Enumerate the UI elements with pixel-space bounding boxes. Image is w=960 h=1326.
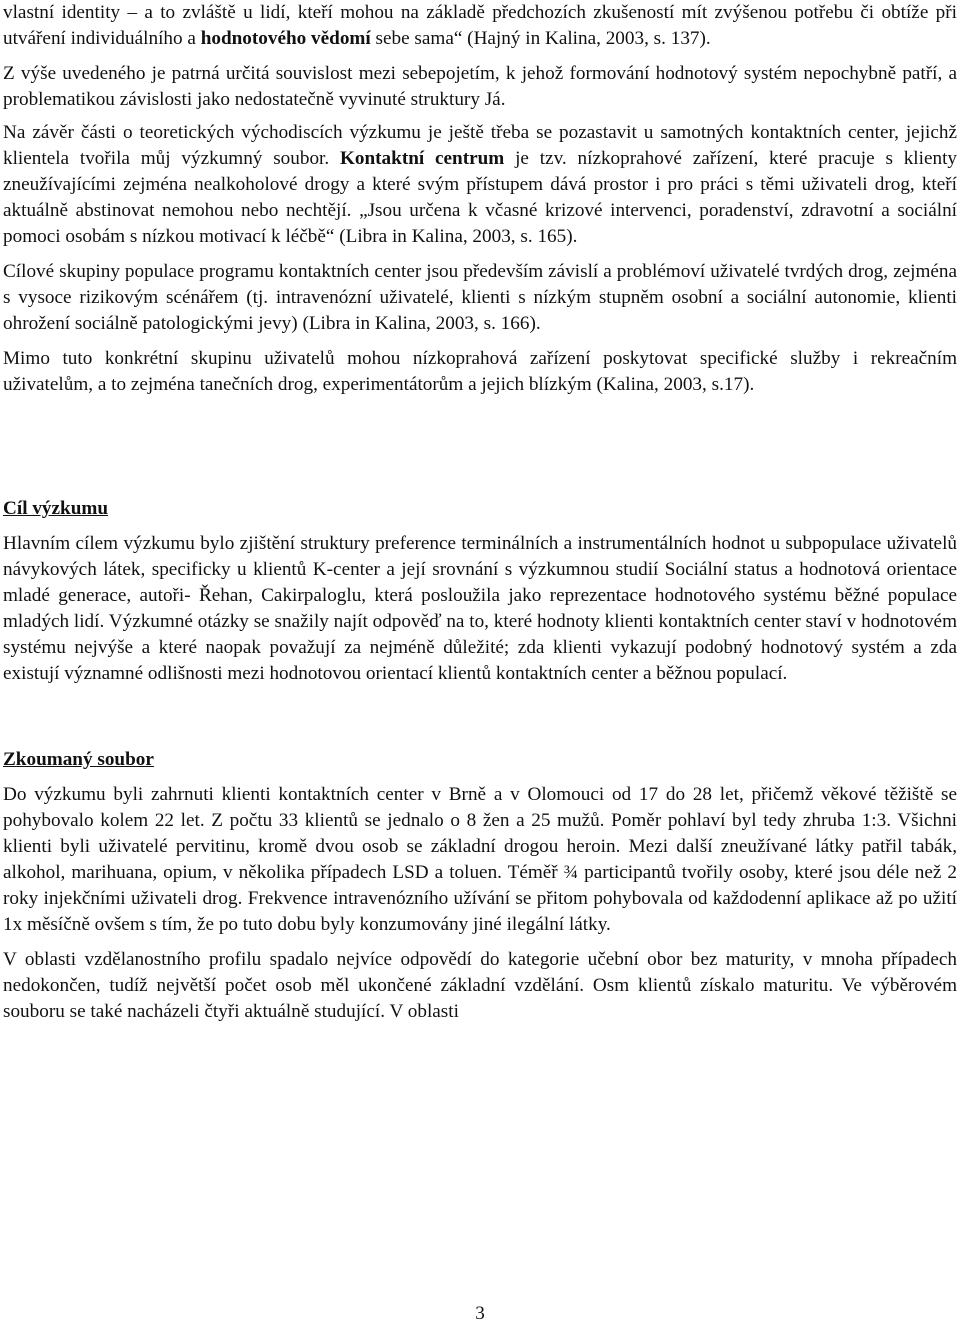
heading-research-sample: Zkoumaný soubor [3, 749, 154, 770]
document-page [3, 0, 957, 1025]
paragraph-identity-text-c: sebe sama“ (Hajný in Kalina, 2003, s. 137). [370, 28, 711, 49]
paragraph-research-goal: Hlavním cílem výzkumu bylo zjištění struktury preference terminálních a instrumentálních hodnot u subpopulace uživatelů návykových látek, specificky u klientů K-center a její srovnání s výzkumnou studií Sociální status a hodnotová orientace mladé generace, autoři- Řehan, Cakirpaloglu, která posloužila jako reprezentace hodnotového systému běžné populace mladých lidí. Výzkumné otázky se snažily najít odpověď na to, které hodnoty klienti kontaktních center staví v hodnotovém systému nejvýše a které naopak považují za nejméně důležité; zda klienti vykazují podobný hodnotový systém a zda existují významné odlišnosti mezi hodnotovou orientací klientů kontaktních center a běžnou populací. [3, 533, 957, 684]
paragraph-target-groups: Cílové skupiny populace programu kontaktních center jsou především závislí a problémoví uživatelé tvrdých drog, zejména s vysoce rizikovým scénářem (tj. intravenózní uživatelé, klienti s nízkým stupněm osobní a sociální autonomie, klienti ohrožení sociálně patologickými jevy) (Libra in Kalina, 2003, s. 166). [3, 261, 957, 334]
paragraph-contact-centers-text-a: Na závěr části o teoretických východiscích výzkumu je ještě třeba se pozastavit u samotných kontaktních center, jejichž klientela tvořila můj výzkumný soubor. [3, 122, 957, 169]
paragraph-self-concept: Z výše uvedeného je patrná určitá souvislost mezi sebepojetím, k jehož formování hodnotový systém nepochybně patří, a problematikou závislosti jako nedostatečně vyvinuté struktury Já. [3, 63, 957, 110]
paragraph-contact-centers-bold: Kontaktní centrum [339, 148, 505, 169]
paragraph-identity [3, 0, 957, 52]
paragraph-identity-bold: hodnotového vědomí [200, 28, 371, 49]
paragraph-identity-text-a: vlastní identity – a to zvláště u lidí, kteří mohou na základě předchozích zkušeností mít zvýšenou potřebu či obtíže při utváření individuálního a [3, 2, 957, 49]
paragraph-education-profile: V oblasti vzdělanostního profilu spadalo nejvíce odpovědí do kategorie učební obor bez maturity, v mnoha případech nedokončen, tudíž největší počet osob měl ukončené základní vzdělání. Osm klientů získalo maturitu. Ve výběrovém souboru se také nacházeli čtyři aktuálně studující. V oblasti [3, 949, 957, 1022]
paragraph-research-sample: Do výzkumu byli zahrnuti klienti kontaktních center v Brně a v Olomouci od 17 do 28 let, přičemž věkové těžiště se pohybovalo kolem 22 let. Z počtu 33 klientů se jednalo o 8 žen a 25 mužů. Poměr pohlaví byl tedy zhruba 1:3. Všichni klienti byli uživatelé pervitinu, kromě dvou osob se základní drogou heroin. Mezi další zneužívané látky patřil tabák, alkohol, marihuana, opium, v několika případech LSD a toluen. Téměř ¾ participantů tvořily osoby, které jsou déle než 2 roky injekčními uživateli drog. Frekvence intravenózního užívání se přitom pohybovala od každodenní aplikace až po užití 1x měsíčně ovšem s tím, že po tuto dobu byly konzumovány jiné ilegální látky. [3, 784, 957, 935]
paragraph-recreational-users: Mimo tuto konkrétní skupinu uživatelů mohou nízkoprahová zařízení poskytovat specifické služby i rekreačním uživatelům, a to zejména tanečních drog, experimentátorům a jejich blízkým (Kalina, 2003, s.17). [3, 348, 957, 395]
paragraph-contact-centers-text-c: je tzv. nízkoprahové zařízení, které pracuje s klienty zneužívajícími zejména nealkoholové drogy a které svým přístupem dává prostor i pro práci s těmi uživateli drog, kteří aktuálně abstinovat nemohou nebo nechtějí. „Jsou určena k včasné krizové intervenci, poradenství, zdravotní a sociální pomoci osobám s nízkou motivací k léčbě“ (Libra in Kalina, 2003, s. 165). [3, 148, 958, 247]
paragraph-contact-centers [3, 120, 957, 250]
heading-research-goal: Cíl výzkumu [3, 498, 109, 519]
page-number: 3 [475, 1303, 485, 1324]
